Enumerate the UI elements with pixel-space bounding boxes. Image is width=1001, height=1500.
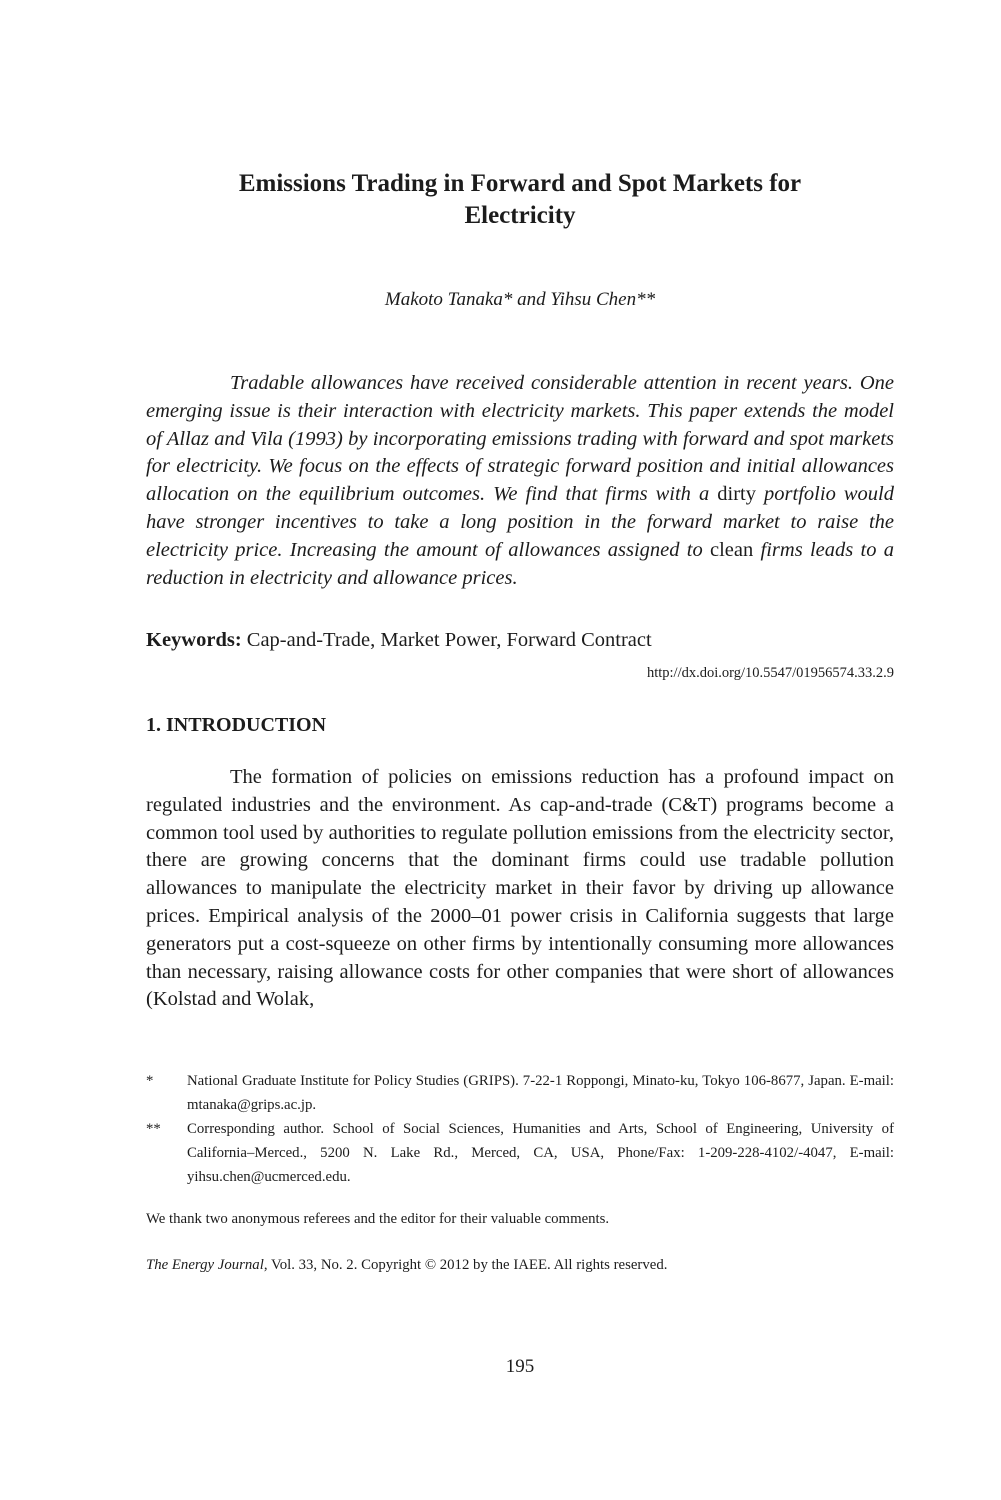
journal-name: The Energy Journal (146, 1257, 264, 1273)
page-number: 195 (505, 1356, 535, 1377)
title-line-1: Emissions Trading in Forward and Spot Markets for (238, 170, 802, 197)
footnote-2-mark: ** (146, 1121, 161, 1137)
title-line-2: Electricity (464, 202, 576, 229)
doi-link[interactable]: http://dx.doi.org/10.5547/01956574.33.2.9 (646, 665, 894, 681)
abstract (146, 370, 894, 592)
footnotes (146, 1069, 894, 1189)
acknowledgement: We thank two anonymous referees and the editor for their valuable comments. (146, 1211, 610, 1227)
footnote-1 (146, 1069, 894, 1117)
journal-details: , Vol. 33, No. 2. Copyright © 2012 by the IAEE. All rights reserved. (263, 1257, 668, 1273)
paper-title (146, 168, 894, 232)
footnote-2-text: Corresponding author. School of Social Sciences, Humanities and Arts, School of Engineering, University of California–Merced., 5200 N. Lake Rd., Merced, CA, USA, Phone/Fax: 1-209-228-4102/-4047, E-mail: yihsu.chen@ucmerced.edu. (187, 1121, 894, 1185)
abstract-part-2: portfolio would have stronger incentives to take a long position in the forward market to raise the electricity price. Increasing the amount of allowances assigned to (146, 483, 894, 561)
footnote-1-text: National Graduate Institute for Policy Studies (GRIPS). 7-22-1 Roppongi, Minato-ku, Tokyo 106-8677, Japan. E-mail: mtanaka@grips.ac.jp. (187, 1073, 894, 1113)
intro-paragraph: The formation of policies on emissions reduction has a profound impact on regulated industries and the environment. As cap-and-trade (C&T) programs become a common tool used by authorities to regulate pollution emissions from the electricity sector, there are growing concerns that the dominant firms could use tradable pollution allowances to manipulate the electricity market in their favor by driving up allowance prices. Empirical analysis of the 2000–01 power crisis in California suggests that large generators put a cost-squeeze on other firms by intentionally consuming more allowances than necessary, raising allowance costs for other companies that were short of allowances (Kolstad and Wolak, (146, 766, 894, 1011)
keywords (146, 626, 894, 654)
author-list: Makoto Tanaka* and Yihsu Chen** (384, 289, 656, 310)
abstract-part-3: firms leads to a reduction in electricity and allowance prices. (146, 538, 894, 589)
footnote-2 (146, 1117, 894, 1189)
abstract-dirty: dirty (717, 483, 756, 506)
abstract-clean: clean (710, 538, 754, 561)
section-heading-introduction: 1. INTRODUCTION (146, 714, 327, 736)
abstract-part-1: Tradable allowances have received considerable attention in recent years. One emerging issue is their interaction with electricity markets. This paper extends the model of Allaz and Vila (1993) by incorporating emissions trading with forward and spot markets for electricity. We focus on the effects of strategic forward position and initial allowances allocation on the equilibrium outcomes. We find that firms with a (146, 372, 894, 506)
journal-citation (146, 1253, 894, 1277)
keywords-label: Keywords: (146, 629, 242, 651)
footnote-1-mark: * (146, 1073, 154, 1089)
keywords-list: Cap-and-Trade, Market Power, Forward Contract (246, 629, 652, 651)
